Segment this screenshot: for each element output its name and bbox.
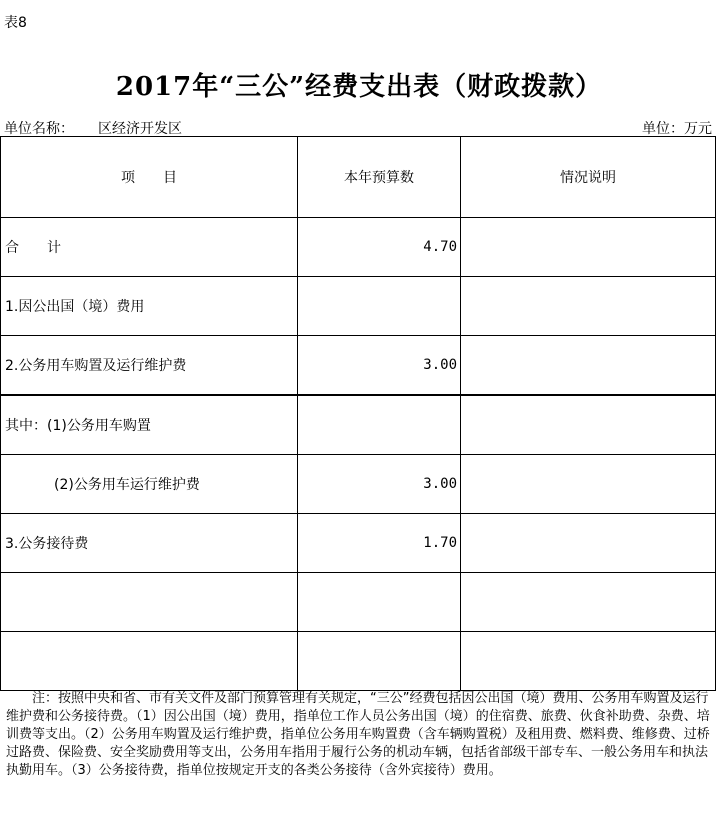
row-notes (461, 395, 716, 455)
table-row (1, 336, 716, 396)
row-budget: 1.70 (298, 514, 461, 573)
row-item (1, 632, 298, 691)
header-notes: 情况说明 (461, 137, 716, 218)
table-row (1, 455, 716, 514)
row-budget: 3.00 (298, 336, 461, 396)
unit-measure: 单位：万元 (642, 121, 712, 137)
table-row (1, 573, 716, 632)
table-label: 表8 (4, 15, 27, 31)
row-budget (298, 277, 461, 336)
unit-name-value: 区经济开发区 (98, 121, 182, 137)
footnote: 注：按照中央和省、市有关文件及部门预算管理有关规定，“三公”经费包括因公出国（境）费用、公务用车购置及运行维护费和公务接待费。（1）因公出国（境）费用，指单位工作人员公务出国（境）的住宿费、旅费、伙食补助费、杂费、培训费等支出。（2）公务用车购置及运行维护费，指单位公务用车购置费（含车辆购置税）及租用费、燃料费、维修费、过桥过路费、保险费、安全奖励费用等支出，公务用车指用于履行公务的机动车辆，包括省部级干部专车、一般公务用车和执法执勤用车。（3）公务接待费，指单位按规定开支的各类公务接待（含外宾接待）费用。 (6, 691, 710, 778)
table-row (1, 632, 716, 691)
row-item: 其中：(1)公务用车购置 (1, 395, 298, 455)
row-notes (461, 573, 716, 632)
row-budget (298, 395, 461, 455)
header-budget: 本年预算数 (298, 137, 461, 218)
page-title: 2017年“三公”经费支出表（财政拨款） (115, 72, 603, 102)
table-row (1, 277, 716, 336)
row-notes (461, 218, 716, 277)
row-item: (2)公务用车运行维护费 (1, 455, 298, 514)
row-notes (461, 336, 716, 396)
row-notes (461, 632, 716, 691)
row-budget (298, 573, 461, 632)
expense-table (0, 136, 716, 691)
table-row (1, 218, 716, 277)
table-row (1, 514, 716, 573)
row-notes (461, 514, 716, 573)
row-notes (461, 455, 716, 514)
row-item: 1.因公出国（境）费用 (1, 277, 298, 336)
row-item: 2.公务用车购置及运行维护费 (1, 336, 298, 396)
row-item (1, 573, 298, 632)
table-row (1, 395, 716, 455)
row-item: 3.公务接待费 (1, 514, 298, 573)
unit-name-label: 单位名称： (4, 121, 74, 137)
header-item: 项 目 (1, 137, 298, 218)
row-notes (461, 277, 716, 336)
row-budget: 3.00 (298, 455, 461, 514)
row-item: 合 计 (1, 218, 298, 277)
row-budget: 4.70 (298, 218, 461, 277)
header-row (1, 137, 716, 218)
row-budget (298, 632, 461, 691)
